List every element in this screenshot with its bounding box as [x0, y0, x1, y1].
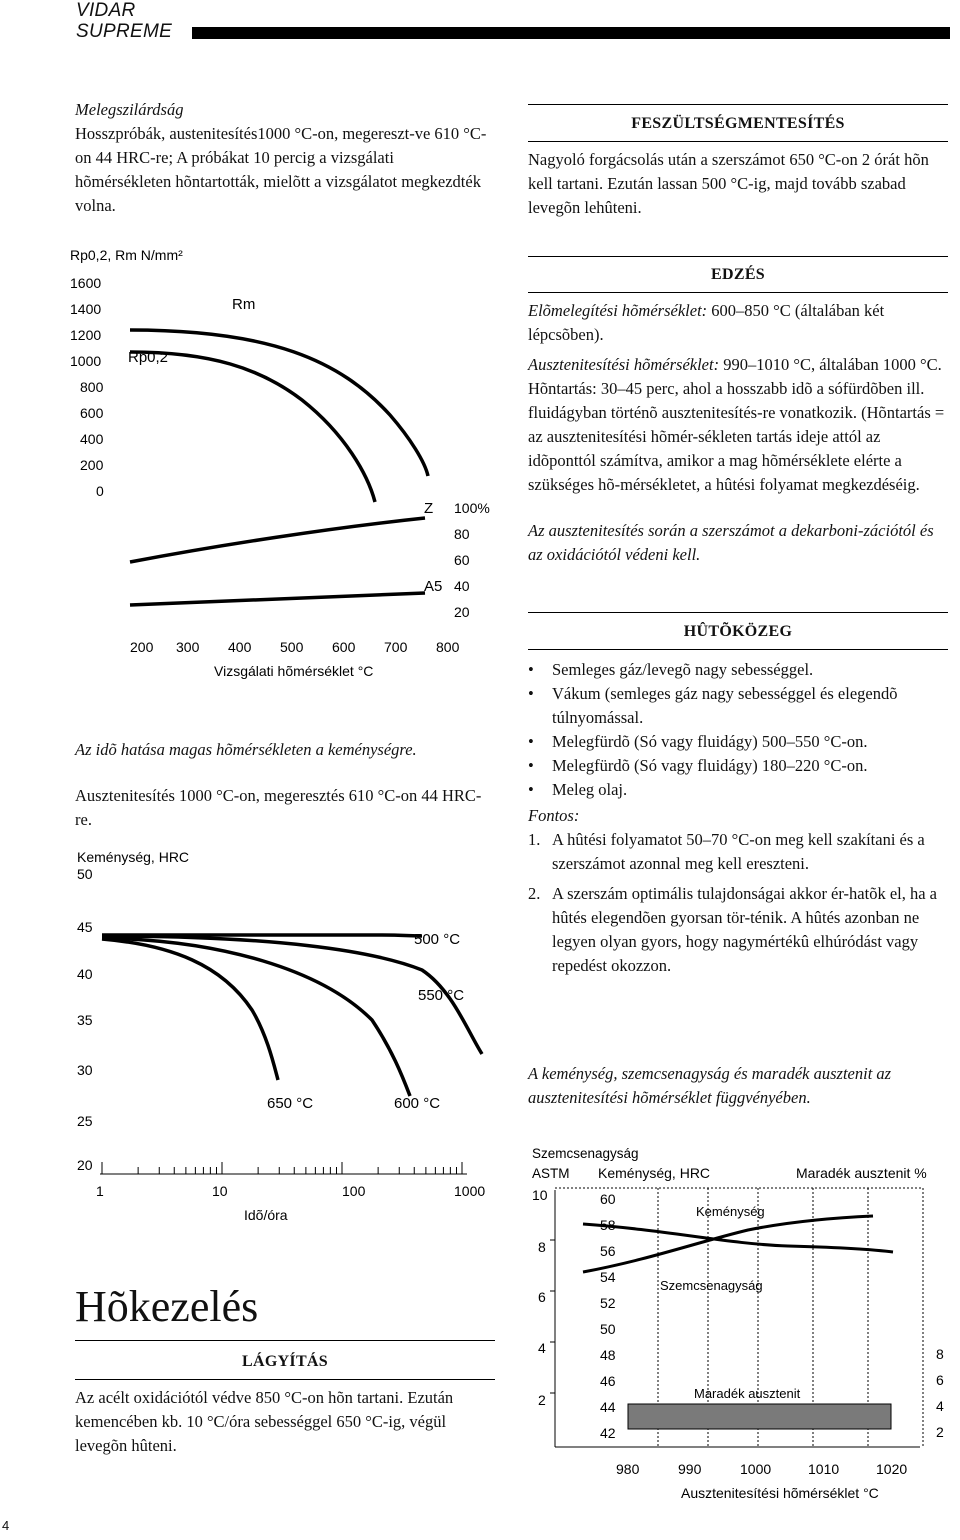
preheat-paragraph: [528, 299, 948, 347]
hrc-ticks: [600, 1191, 616, 1441]
chart3-caption: A keménység, szemcsenagyság és maradék ausztenit az ausztenitesítési hõmérséklet függvényében.: [528, 1064, 892, 1107]
ytick: 50: [600, 1321, 616, 1337]
ytick: 30: [77, 1062, 93, 1078]
brand-logo: [76, 0, 172, 42]
ytick: 1000: [70, 353, 102, 369]
strength-title: Melegszilárdság: [75, 100, 184, 119]
stress-relief-heading: FESZÜLTSÉGMENTESÍTÉS: [631, 115, 845, 132]
chart1-caption: Az idõ hatása magas hõmérsékleten a keménységre.: [75, 740, 417, 759]
ytick: 45: [77, 919, 93, 935]
protection-note: Az ausztenitesítés során a szerszámot a dekarboni-zációtól és az oxidációtól védeni kell.: [528, 521, 934, 564]
list-item: • Melegfürdõ (Só vagy fluidágy) 500–550 °C-on.: [528, 730, 948, 754]
ytick: 35: [77, 1012, 93, 1028]
item-text: A hûtési folyamatot 50–70 °C-on meg kell szakítani és a szerszámot azonnal meg kell ereszteni.: [552, 830, 925, 873]
xtick: 1: [96, 1183, 104, 1199]
strength-chart: [70, 240, 500, 690]
ytick: 42: [600, 1425, 616, 1441]
divider: [75, 1379, 495, 1380]
austenitizing-label: Ausztenitesítési hõmérséklet:: [528, 355, 720, 374]
divider: [528, 141, 948, 142]
austenitizing-paragraph: [528, 353, 948, 497]
chart3-xlabel: Ausztenitesítési hõmérséklet °C: [681, 1485, 879, 1501]
ytick: 56: [600, 1243, 616, 1259]
series-z-label: Z: [424, 500, 434, 517]
y2tick: 40: [454, 578, 470, 594]
ytick: 200: [80, 457, 104, 473]
heat-treatment-section: [75, 1282, 495, 1458]
series-a5-label: A5: [424, 578, 443, 595]
xtick: 1020: [876, 1461, 908, 1477]
y2tick: 20: [454, 604, 470, 620]
list-item: • Semleges gáz/levegõ nagy sebességgel.: [528, 658, 948, 682]
divider: [75, 1340, 495, 1341]
strength-chart-xticks: [130, 639, 460, 655]
ytick: 10: [532, 1187, 548, 1203]
xtick: 1000: [740, 1461, 772, 1477]
hardening-heading: EDZÉS: [711, 266, 765, 283]
series-retained-label: Maradék ausztenit: [694, 1386, 801, 1401]
strength-text: Hosszpróbák, austenitesítés1000 °C-on, megereszt-ve 610 °C-on 44 HRC-re; A próbákat 10 percig a vizsgálati hõmérsékleten hõntartották, mielõtt a vizsgálatot megkezdték volna.: [75, 124, 487, 215]
stress-relief-text: Nagyoló forgácsolás után a szerszámot 650 °C-on 2 órát hõn kell tartani. Ezután lassan 500 °C-ig, majd tovább szabad levegõn lehûteni.: [528, 150, 929, 217]
chart3-caption-block: [528, 1062, 948, 1110]
ytick: 6: [936, 1372, 944, 1388]
strength-chart-xlabel: Vizsgálati hõmérséklet °C: [214, 663, 374, 679]
series-500-label: 500 °C: [414, 931, 461, 948]
divider: [528, 612, 948, 613]
chart1-caption-block: [75, 738, 495, 832]
list-item: • Vákum (semleges gáz nagy sebességgel és elegendõ túlnyomással.: [528, 682, 948, 730]
xtick: 600: [332, 639, 356, 655]
chart3-xticks: [616, 1461, 907, 1477]
series-650-label: 650 °C: [267, 1095, 314, 1112]
ytick: 400: [80, 431, 104, 447]
ytick: 54: [600, 1269, 616, 1285]
austenitizing-chart: [528, 1142, 953, 1507]
list-item: • Meleg olaj.: [528, 778, 948, 802]
ytick: 8: [936, 1346, 944, 1362]
important-item-1: [528, 828, 948, 876]
brand-line-2: SUPREME: [76, 21, 173, 42]
strength-chart-ylabel: Rp0,2, Rm N/mm²: [70, 247, 183, 263]
chart1-note: Ausztenitesítés 1000 °C-on, megeresztés 610 °C-on 44 HRC-re.: [75, 786, 482, 829]
preheat-value: 600–850 °C (általában két lépcsõben).: [528, 301, 885, 344]
quench-list: [528, 658, 948, 802]
series-z-line: [130, 518, 425, 562]
ytick: 800: [80, 379, 104, 395]
hardness-chart-yticks: [77, 866, 93, 1173]
y2tick: 100%: [454, 500, 490, 516]
xtick: 100: [342, 1183, 366, 1199]
ytick: 6: [538, 1289, 546, 1305]
important-label: Fontos:: [528, 806, 580, 825]
ytick: 58: [600, 1217, 616, 1233]
strength-chart-yticks: [70, 275, 104, 499]
ytick: 40: [77, 966, 93, 982]
list-item: • Melegfürdõ (Só vagy fluidágy) 180–220 °C-on.: [528, 754, 948, 778]
grain-ticks: [532, 1187, 548, 1408]
ytick: 60: [600, 1191, 616, 1207]
ytick: 2: [538, 1392, 546, 1408]
xtick: 980: [616, 1461, 640, 1477]
grain-axis-label-2: ASTM: [532, 1166, 570, 1181]
item-number: 2.: [528, 884, 541, 903]
item-text: A szerszám optimális tulajdonságai akkor ér-hatõk el, ha a hûtés elegendõen gyorsan tör-ténik. A hûtés azonban ne legyen olyan gyors, hogy nagymértékû elhúródást vagy repedést okozzon.: [552, 884, 938, 975]
ytick: 0: [96, 483, 104, 499]
brand-line-1: VIDAR: [76, 0, 136, 21]
softening-text: Az acélt oxidációtól védve 850 °C-on hõn tartani. Ezután kemencében kb. 10 °C/óra sebességgel 650 °C-ig, végül levegõn hûteni.: [75, 1388, 454, 1455]
xtick: 700: [384, 639, 408, 655]
series-hardness-label: Keménység: [696, 1204, 765, 1219]
xtick: 990: [678, 1461, 702, 1477]
series-550-label: 550 °C: [418, 987, 465, 1004]
ytick: 20: [77, 1157, 93, 1173]
hardness-chart-xlabel: Idõ/óra: [244, 1207, 288, 1220]
item-number: 1.: [528, 830, 541, 849]
ytick: 50: [77, 866, 93, 882]
xtick: 400: [228, 639, 252, 655]
brand-bar: [192, 27, 950, 39]
heat-treatment-title: Hõkezelés: [75, 1282, 259, 1331]
hardness-chart-ylabel: Keménység, HRC: [77, 849, 190, 865]
preheat-label: Elõmelegítési hõmérséklet:: [528, 301, 708, 320]
quench-heading: HÛTÕKÖZEG: [683, 623, 793, 640]
series-hardness-line: [583, 1224, 893, 1252]
xtick: 1000: [454, 1183, 486, 1199]
series-a5-line: [130, 593, 425, 605]
grain-axis-label-1: Szemcsenagyság: [532, 1146, 639, 1161]
series-rm-label: Rm: [232, 296, 256, 313]
retained-axis-label: Maradék ausztenit %: [796, 1165, 927, 1181]
ytick: 48: [600, 1347, 616, 1363]
hardness-time-chart: [72, 840, 502, 1220]
strength-section: [75, 98, 495, 218]
ytick: 1600: [70, 275, 102, 291]
series-grain-label: Szemcsenagyság: [660, 1278, 763, 1293]
hrc-axis-label: Keménység, HRC: [598, 1165, 711, 1181]
series-rm-line: [130, 330, 428, 476]
series-grain-line: [583, 1216, 873, 1272]
ytick: 8: [538, 1239, 546, 1255]
xtick: 500: [280, 639, 304, 655]
strength-chart-y2ticks: [454, 500, 490, 620]
retained-ticks: [936, 1346, 944, 1440]
series-600-label: 600 °C: [394, 1095, 441, 1112]
stress-relief-section: [528, 104, 948, 220]
y2tick: 60: [454, 552, 470, 568]
ytick: 2: [936, 1424, 944, 1440]
ytick: 44: [600, 1399, 616, 1415]
ytick: 46: [600, 1373, 616, 1389]
retained-austenite-band: [628, 1404, 891, 1429]
hardening-section: [528, 256, 948, 567]
xtick: 300: [176, 639, 200, 655]
ytick: 4: [936, 1398, 944, 1414]
hardness-chart-xticks: [96, 1183, 485, 1199]
divider: [528, 649, 948, 650]
ytick: 52: [600, 1295, 616, 1311]
divider: [528, 292, 948, 293]
quench-section: [528, 612, 948, 978]
ytick: 1200: [70, 327, 102, 343]
y2tick: 80: [454, 526, 470, 542]
page-number: 4: [2, 1518, 10, 1533]
softening-heading: LÁGYÍTÁS: [242, 1353, 328, 1370]
ytick: 4: [538, 1340, 546, 1356]
divider: [528, 256, 948, 257]
ytick: 600: [80, 405, 104, 421]
important-item-2: [528, 882, 948, 978]
xtick: 1010: [808, 1461, 840, 1477]
hardness-chart-logticks: [102, 1162, 462, 1174]
divider: [528, 104, 948, 105]
series-rp-label: Rp0,2: [128, 349, 169, 366]
ytick: 1400: [70, 301, 102, 317]
xtick: 800: [436, 639, 460, 655]
xtick: 200: [130, 639, 154, 655]
xtick: 10: [212, 1183, 228, 1199]
series-650-line: [102, 939, 278, 1080]
ytick: 25: [77, 1113, 93, 1129]
austenitizing-value: 990–1010 °C, általában 1000 °C. Hõntartás: 30–45 perc, ahol a hosszabb idõ a sófürdõben ill. fluidágyban történõ ausztenitesítés-re vonatkozik. (Hõntartás = az ausztenitesítési hõmér-sékleten tartás ideje attól az idõponttól számítva, amikor a mag hõmérséklete elérte a szükséges hõ-mérsékletet, a hûtési folyamat megkezdéséig.: [528, 355, 945, 494]
